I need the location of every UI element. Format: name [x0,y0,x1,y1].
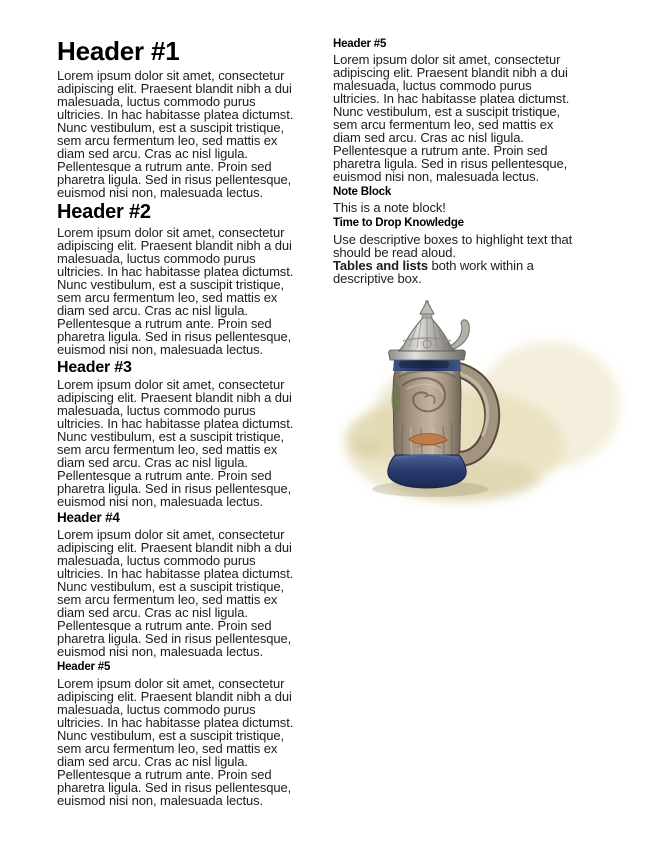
tables-lists-rest: both work within a descriptive box. [333,257,534,286]
stein-lid [398,313,456,351]
section-heading-1: Header #1 [57,36,180,66]
knowledge-block-label: Time to Drop Knowledge [333,217,464,230]
stein-base [388,455,466,488]
section-body-2: Lorem ipsum dolor sit amet, consectetur adipiscing elit. Praesent blandit nibh a dui malesuada, luctus commodo purus ultricies. In hac habitasse platea dictumst. Nunc vestibulum, est a suscipit tristique, sem arcu fermentum leo, sed mattis ex diam sed arcu. Cras ac nisl ligula. Pellentesque a rutrum ante. Proin sed pharetra ligula. Sed in risus pellentesque, euismod nisi non, malesuada lectus. [57,224,294,357]
note-block-text: This is a note block! [333,200,446,216]
beer-stein-illustration [337,297,629,509]
stein-finial [420,300,434,318]
section-body-1: Lorem ipsum dolor sit amet, consectetur adipiscing elit. Praesent blandit nibh a dui malesuada, luctus commodo purus ultricies. In hac habitasse platea dictumst. Nunc vestibulum, est a suscipit tristique, sem arcu fermentum leo, sed mattis ex diam sed arcu. Cras ac nisl ligula. Pellentesque a rutrum ante. Proin sed pharetra ligula. Sed in risus pellentesque, euismod nisi non, malesuada lectus. [57,68,294,201]
section-body-4: Lorem ipsum dolor sit amet, consectetur adipiscing elit. Praesent blandit nibh a dui malesuada, luctus commodo purus ultricies. In hac habitasse platea dictumst. Nunc vestibulum, est a suscipit tristique, sem arcu fermentum leo, sed mattis ex diam sed arcu. Cras ac nisl ligula. Pellentesque a rutrum ante. Proin sed pharetra ligula. Sed in risus pellentesque, euismod nisi non, malesuada lectus. [57,527,294,660]
tables-lists-line [333,259,577,285]
section-heading-2: Header #2 [57,201,151,224]
beer-stein-svg [337,297,629,509]
section-body-5-right: Lorem ipsum dolor sit amet, consectetur adipiscing elit. Praesent blandit nibh a dui malesuada, luctus commodo purus ultricies. In hac habitasse platea dictumst. Nunc vestibulum, est a suscipit tristique, sem arcu fermentum leo, sed mattis ex diam sed arcu. Cras ac nisl ligula. Pellentesque a rutrum ante. Proin sed pharetra ligula. Sed in risus pellentesque, euismod nisi non, malesuada lectus. [333,52,570,185]
section-heading-5-right: Header #5 [333,38,387,50]
tables-lists-bold: Tables and lists [333,257,428,273]
stein-top-blue-band [393,359,461,371]
right-column [333,38,577,509]
knowledge-block-text: Use descriptive boxes to highlight text that should be read aloud. [333,231,573,260]
note-block-label: Note Block [333,186,392,199]
section-body-3: Lorem ipsum dolor sit amet, consectetur adipiscing elit. Praesent blandit nibh a dui malesuada, luctus commodo purus ultricies. In hac habitasse platea dictumst. Nunc vestibulum, est a suscipit tristique, sem arcu fermentum leo, sed mattis ex diam sed arcu. Cras ac nisl ligula. Pellentesque a rutrum ante. Proin sed pharetra ligula. Sed in risus pellentesque, euismod nisi non, malesuada lectus. [57,377,294,510]
left-column [57,38,301,807]
stein-thumb-lever [450,319,469,348]
section-body-5: Lorem ipsum dolor sit amet, consectetur adipiscing elit. Praesent blandit nibh a dui malesuada, luctus commodo purus ultricies. In hac habitasse platea dictumst. Nunc vestibulum, est a suscipit tristique, sem arcu fermentum leo, sed mattis ex diam sed arcu. Cras ac nisl ligula. Pellentesque a rutrum ante. Proin sed pharetra ligula. Sed in risus pellentesque, euismod nisi non, malesuada lectus. [57,675,294,808]
section-heading-3: Header #3 [57,358,132,376]
watercolor-wash [345,341,621,501]
section-heading-4: Header #4 [57,510,120,526]
section-heading-5: Header #5 [57,661,111,674]
